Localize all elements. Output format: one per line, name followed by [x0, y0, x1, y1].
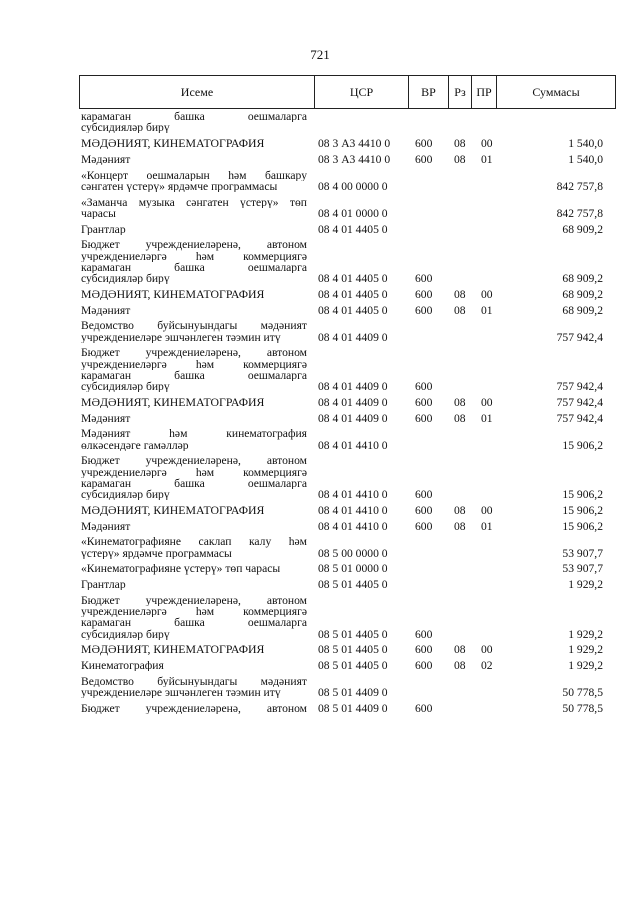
row-vr: 600	[415, 287, 433, 301]
row-vr: 600	[415, 137, 433, 150]
row-vr: 600	[415, 643, 433, 657]
row-name-line: чарасы	[81, 207, 116, 219]
row-pr: 00	[481, 395, 493, 409]
row-sum: 53 907,7	[562, 546, 603, 560]
row-sum: 842 757,8	[556, 206, 603, 220]
row-vr: 600	[415, 395, 433, 409]
row-csr: 08 3 А3 4410 0	[318, 152, 391, 166]
row-vr: 600	[415, 503, 433, 517]
table-row	[0, 505, 640, 516]
row-pr: 00	[481, 287, 493, 301]
table-row	[0, 676, 640, 698]
row-name-line: «Кинематографияне саклап калу һәм	[81, 536, 307, 548]
row-sum: 15 906,2	[562, 503, 603, 517]
table-row	[0, 138, 640, 149]
row-name-line: Бюджет учреждениеләренә, автоном	[81, 347, 307, 359]
row-name	[81, 579, 307, 590]
row-name	[81, 644, 307, 655]
row-name	[81, 660, 307, 671]
row-csr: 08 4 01 4409 0	[318, 411, 388, 425]
row-name-line: Мәдәният һәм кинематография	[81, 428, 307, 440]
row-csr: 08 5 01 4405 0	[318, 659, 388, 673]
row-name-line: карамаган башка оешмаларга	[81, 369, 307, 381]
row-csr: 08 4 01 4405 0	[318, 222, 388, 236]
row-name	[81, 505, 307, 516]
row-name	[81, 224, 307, 235]
table-row	[0, 413, 640, 424]
row-rz: 08	[454, 411, 466, 425]
row-name-line: МӘДӘНИЯТ, КИНЕМАТОГРАФИЯ	[81, 138, 265, 150]
row-name-line: Мәдәният	[81, 412, 131, 424]
row-csr: 08 4 01 4410 0	[318, 438, 388, 452]
row-csr: 08 4 01 4410 0	[318, 503, 388, 517]
row-name-line: сәнгатен үстерү» ярдәмче программасы	[81, 180, 278, 192]
row-csr: 08 4 01 0000 0	[318, 206, 388, 220]
row-vr: 600	[415, 152, 433, 166]
row-name-line: карамаган башка оешмаларга	[81, 477, 307, 489]
table-row	[0, 521, 640, 532]
row-name	[81, 347, 307, 392]
row-csr: 08 5 01 4405 0	[318, 578, 388, 592]
row-name-line: «Кинематографияне үстерү» төп чарасы	[81, 563, 281, 575]
row-name	[81, 703, 307, 714]
row-name	[81, 455, 307, 500]
row-name	[81, 154, 307, 165]
row-name-line: МӘДӘНИЯТ, КИНЕМАТОГРАФИЯ	[81, 644, 265, 656]
row-csr: 08 3 А3 4410 0	[318, 137, 391, 150]
row-name-line: МӘДӘНИЯТ, КИНЕМАТОГРАФИЯ	[81, 504, 265, 516]
row-name-line: учреждениеләре эшчәнлеген тәэмин итү	[81, 687, 281, 699]
row-sum: 15 906,2	[562, 519, 603, 533]
row-rz: 08	[454, 137, 466, 150]
row-csr: 08 4 01 4409 0	[318, 395, 388, 409]
row-sum: 757 942,4	[556, 395, 603, 409]
row-rz: 08	[454, 503, 466, 517]
table-row	[0, 455, 640, 500]
row-sum: 68 909,2	[562, 287, 603, 301]
row-name-line: Мәдәният	[81, 153, 131, 165]
row-name-line: МӘДӘНИЯТ, КИНЕМАТОГРАФИЯ	[81, 396, 265, 408]
table-row	[0, 305, 640, 316]
table-row	[0, 170, 640, 192]
row-name	[81, 563, 307, 574]
row-name-line: карамаган башка оешмаларга	[81, 111, 307, 123]
row-name	[81, 428, 307, 450]
row-pr: 01	[481, 411, 493, 425]
row-name-line: учреждениеләргә һәм коммерциягә	[81, 250, 307, 262]
row-sum: 757 942,4	[556, 330, 603, 344]
row-csr: 08 5 00 0000 0	[318, 546, 388, 560]
row-name-line: Ведомство буйсынуындагы мәдәният	[81, 676, 307, 688]
row-rz: 08	[454, 287, 466, 301]
row-sum: 68 909,2	[562, 303, 603, 317]
row-name	[81, 289, 307, 300]
row-name	[81, 111, 307, 133]
row-name-line: Бюджет учреждениеләренә, автоном	[81, 455, 307, 467]
row-name-line: Кинематография	[81, 660, 164, 672]
row-csr: 08 5 01 4405 0	[318, 627, 388, 641]
row-csr: 08 5 01 4409 0	[318, 686, 388, 700]
row-name-line: МӘДӘНИЯТ, КИНЕМАТОГРАФИЯ	[81, 288, 265, 300]
row-sum: 842 757,8	[556, 179, 603, 193]
row-vr: 600	[415, 659, 433, 673]
row-pr: 01	[481, 303, 493, 317]
row-name	[81, 170, 307, 192]
row-sum: 1 540,0	[568, 152, 603, 166]
row-name	[81, 595, 307, 640]
row-name	[81, 397, 307, 408]
header-rz: Рз	[449, 76, 472, 108]
row-name-line: өлкәсендәге гамәлләр	[81, 439, 189, 451]
header-name: Исеме	[80, 76, 315, 108]
row-vr: 600	[415, 519, 433, 533]
row-sum: 1 929,2	[568, 659, 603, 673]
row-pr: 01	[481, 519, 493, 533]
row-vr: 600	[415, 627, 433, 641]
row-rz: 08	[454, 152, 466, 166]
row-pr: 00	[481, 503, 493, 517]
row-sum: 1 929,2	[568, 627, 603, 641]
row-name-line: учреждениеләре эшчәнлеген тәэмин итү	[81, 331, 281, 343]
row-sum: 757 942,4	[556, 411, 603, 425]
row-name-line: субсидияләр бирү	[81, 272, 170, 285]
row-name	[81, 305, 307, 316]
row-name	[81, 197, 307, 219]
row-csr: 08 4 01 4409 0	[318, 379, 388, 393]
row-vr: 600	[415, 379, 433, 393]
row-name-line: Грантлар	[81, 223, 126, 235]
row-csr: 08 4 01 4405 0	[318, 271, 388, 285]
row-sum: 757 942,4	[556, 379, 603, 393]
row-pr: 00	[481, 643, 493, 657]
row-name	[81, 320, 307, 342]
row-csr: 08 4 01 4410 0	[318, 519, 388, 533]
table-row	[0, 660, 640, 671]
table-header	[79, 75, 616, 109]
table-row	[0, 224, 640, 235]
row-sum: 68 909,2	[562, 271, 603, 285]
row-vr: 600	[415, 303, 433, 317]
table-row	[0, 703, 640, 714]
header-csr: ЦСР	[315, 76, 409, 108]
row-name-line: «Концерт оешмаларын һәм башкару	[81, 169, 307, 181]
table-row	[0, 536, 640, 558]
row-csr: 08 4 01 4405 0	[318, 287, 388, 301]
table-row	[0, 154, 640, 165]
header-pr: ПР	[472, 76, 497, 108]
row-rz: 08	[454, 519, 466, 533]
row-vr: 600	[415, 271, 433, 285]
row-name-line: карамаган башка оешмаларга	[81, 261, 307, 273]
table-row	[0, 111, 640, 133]
table-row	[0, 428, 640, 450]
row-name-line: субсидияләр бирү	[81, 488, 170, 501]
row-name-line: үстерү» ярдәмче программасы	[81, 547, 232, 559]
row-sum: 68 909,2	[562, 222, 603, 236]
row-vr: 600	[415, 487, 433, 501]
page-number: 721	[310, 47, 330, 62]
row-name-line: субсидияләр бирү	[81, 380, 170, 393]
row-vr: 600	[415, 411, 433, 425]
row-name	[81, 413, 307, 424]
row-sum: 53 907,7	[562, 562, 603, 576]
table-row	[0, 595, 640, 640]
row-name-line: Грантлар	[81, 579, 126, 591]
row-sum: 1 540,0	[568, 137, 603, 150]
table-row	[0, 239, 640, 284]
header-vr: ВР	[409, 76, 449, 108]
row-sum: 50 778,5	[562, 702, 603, 715]
row-name-line: субсидияләр бирү	[81, 122, 170, 134]
row-csr: 08 4 01 4410 0	[318, 487, 388, 501]
row-name-line: карамаган башка оешмаларга	[81, 617, 307, 629]
row-csr: 08 5 01 4409 0	[318, 702, 388, 715]
row-sum: 15 906,2	[562, 438, 603, 452]
row-name	[81, 239, 307, 284]
row-rz: 08	[454, 395, 466, 409]
row-pr: 02	[481, 659, 493, 673]
row-name	[81, 521, 307, 532]
row-rz: 08	[454, 643, 466, 657]
row-vr: 600	[415, 702, 433, 715]
row-name-line: «Заманча музыка сәнгатен үстерү» төп	[81, 196, 307, 208]
row-csr: 08 5 01 4405 0	[318, 643, 388, 657]
row-sum: 50 778,5	[562, 686, 603, 700]
row-name-line: Ведомство буйсынуындагы мәдәният	[81, 320, 307, 332]
header-sum: Суммасы	[532, 85, 580, 99]
row-name-line: Бюджет учреждениеләренә, автоном	[81, 703, 307, 715]
row-name-line: Мәдәният	[81, 520, 131, 532]
row-csr: 08 4 01 4409 0	[318, 330, 388, 344]
table-row	[0, 563, 640, 574]
row-name	[81, 138, 307, 149]
row-name-line: учреждениеләргә һәм коммерциягә	[81, 466, 307, 478]
row-csr: 08 4 00 0000 0	[318, 179, 388, 193]
row-csr: 08 5 01 0000 0	[318, 562, 388, 576]
row-rz: 08	[454, 303, 466, 317]
row-rz: 08	[454, 659, 466, 673]
row-sum: 1 929,2	[568, 578, 603, 592]
row-name-line: учреждениеләргә һәм коммерциягә	[81, 358, 307, 370]
table-row	[0, 644, 640, 655]
table-row	[0, 320, 640, 342]
row-name-line: субсидияләр бирү	[81, 628, 170, 640]
table-row	[0, 347, 640, 392]
row-name-line: Бюджет учреждениеләренә, автоном	[81, 595, 307, 607]
table-row	[0, 197, 640, 219]
table-row	[0, 579, 640, 590]
row-csr: 08 4 01 4405 0	[318, 303, 388, 317]
row-sum: 1 929,2	[568, 643, 603, 657]
row-name-line: Бюджет учреждениеләренә, автоном	[81, 239, 307, 251]
row-sum: 15 906,2	[562, 487, 603, 501]
row-pr: 01	[481, 152, 493, 166]
table-row	[0, 397, 640, 408]
row-name	[81, 676, 307, 698]
table-row	[0, 289, 640, 300]
row-name	[81, 536, 307, 558]
row-name-line: учреждениеләргә һәм коммерциягә	[81, 606, 307, 618]
row-name-line: Мәдәният	[81, 304, 131, 316]
row-pr: 00	[481, 137, 493, 150]
